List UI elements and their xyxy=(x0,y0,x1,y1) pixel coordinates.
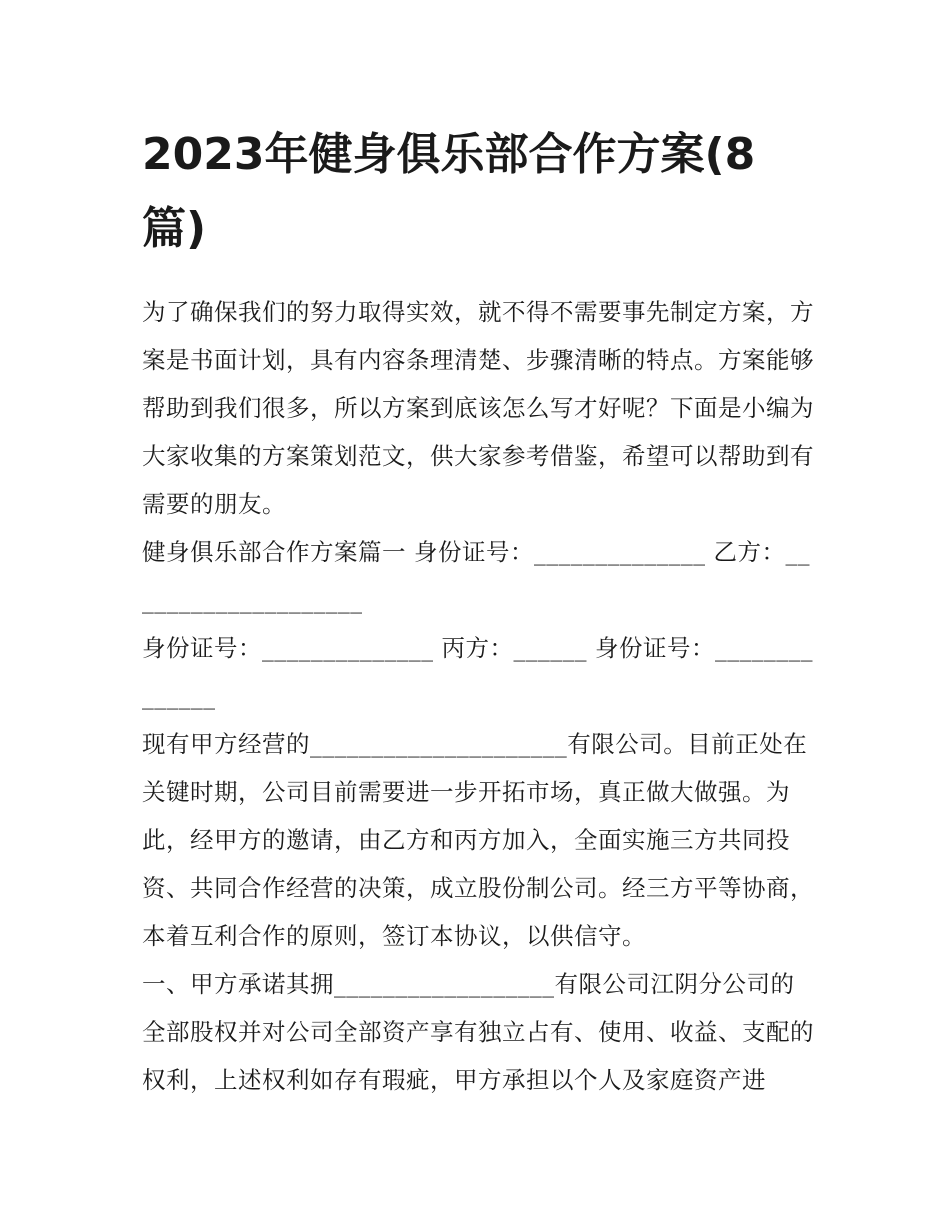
document-title: 2023年健身俱乐部合作方案(8篇) xyxy=(142,129,756,254)
intro-paragraph: 为了确保我们的努力取得实效，就不得不需要事先制定方案，方案是书面计划，具有内容条理清楚、步骤清晰的特点。方案能够帮助到我们很多，所以方案到底该怎么写才好呢？下面是小编为大家收集的方案策划范文，供大家参考借鉴，希望可以帮助到有需要的朋友。 xyxy=(142,298,814,518)
document-page xyxy=(142,118,814,1104)
background-paragraph: 现有甲方经营的_____________________有限公司。目前正处在关键时期，公司目前需要进一步开拓市场，真正做大做强。为此，经甲方的邀请，由乙方和丙方加入，全面实施三方共同投资、共同合作经营的决策，成立股份制公司。经三方平等协商，本着互利合作的原则，签订本协议，以供信守。 xyxy=(142,730,814,950)
parties-line-2: 身份证号：______________ 丙方：______ 身份证号：______________ xyxy=(142,634,813,710)
clause-one-paragraph: 一、甲方承诺其拥__________________有限公司江阴分公司的全部股权并对公司全部资产享有独立占有、使用、收益、支配的权利，上述权利如存有瑕疵，甲方承担以个人及家庭资产进 xyxy=(142,970,814,1094)
parties-line-1: 健身俱乐部合作方案篇一 身份证号：______________ 乙方：____________________ xyxy=(142,538,810,614)
